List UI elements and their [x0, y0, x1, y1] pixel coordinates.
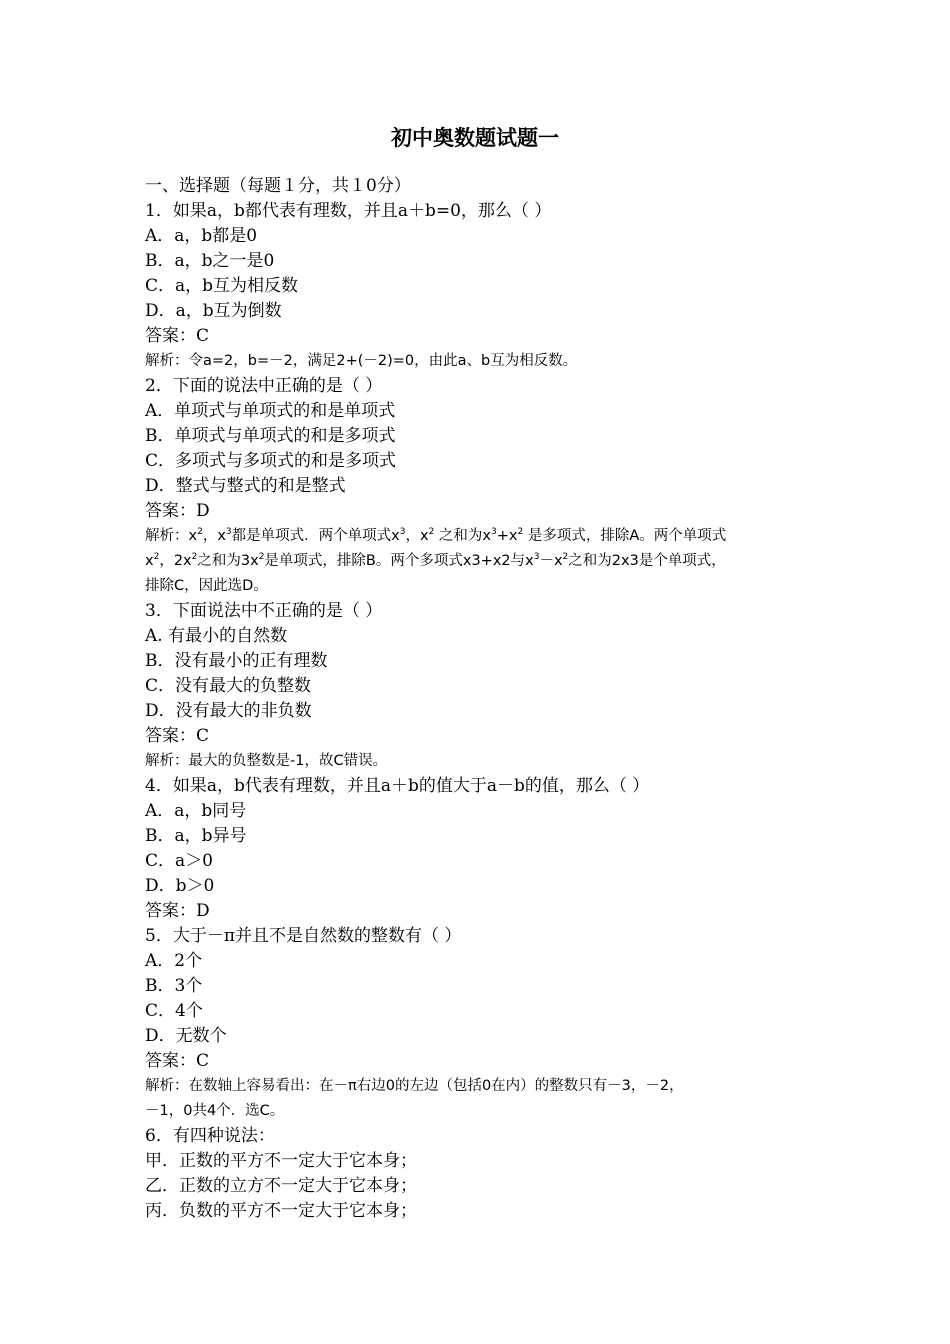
question-1-answer: 答案：C	[145, 326, 210, 346]
question-4-option-b: B．a，b异号	[145, 826, 247, 846]
question-3-option-b: B．没有最小的正有理数	[145, 651, 328, 671]
question-3-answer: 答案：C	[145, 726, 210, 746]
question-3-option-c: C．没有最大的负整数	[145, 676, 312, 696]
question-6-stem: 6．有四种说法：	[145, 1126, 275, 1146]
document-body	[145, 174, 825, 1224]
question-1-option-d: D．a，b互为倒数	[145, 301, 282, 321]
question-4-option-d: D．b＞0	[145, 876, 215, 896]
question-2-option-d: D．整式与整式的和是整式	[145, 476, 346, 496]
question-1-option-b: B．a，b之一是0	[145, 251, 275, 271]
question-1-option-a: A．a，b都是0	[145, 226, 258, 246]
question-2-answer: 答案：D	[145, 501, 210, 521]
question-3-explanation: 解析：最大的负整数是-1，故C错误。	[145, 753, 388, 769]
question-5-option-a: A．2个	[145, 951, 203, 971]
question-4-answer: 答案：D	[145, 901, 210, 921]
question-5-option-b: B．3个	[145, 976, 203, 996]
question-4-option-a: A．a，b同号	[145, 801, 247, 821]
question-2-option-c: C．多项式与多项式的和是多项式	[145, 451, 397, 471]
question-5-answer: 答案：C	[145, 1051, 210, 1071]
question-2-option-a: A．单项式与单项式的和是单项式	[145, 401, 396, 421]
question-1-option-c: C．a，b互为相反数	[145, 276, 299, 296]
question-1-explanation: 解析：令a=2，b=－2，满足2+(－2)=0，由此a、b互为相反数。	[145, 353, 578, 369]
question-2-stem: 2．下面的说法中正确的是（ ）	[145, 376, 383, 396]
question-5-explanation-line-1: 解析：在数轴上容易看出：在－π右边0的左边（包括0在内）的整数只有－3，－2，	[145, 1078, 684, 1094]
question-6-statement-bing: 丙．负数的平方不一定大于它本身；	[145, 1201, 417, 1221]
question-3-option-a: A. 有最小的自然数	[145, 626, 288, 646]
question-4-stem: 4．如果a，b代表有理数，并且a＋b的值大于a－b的值，那么（ ）	[145, 776, 650, 796]
question-1-stem: 1．如果a，b都代表有理数，并且a＋b=0，那么（ ）	[145, 201, 552, 221]
question-2-explanation-line-2: $x^2$，$2x^2$之和为$3x^2$是单项式，排除B。两个多项式x3+x2与$x^3-x^2$之和为2x3是个单项式，	[145, 552, 726, 569]
question-2-explanation-line-1: 解析：$x^2$，$x^3$都是单项式．两个单项式$x^3$，$x^2$ 之和为$x^3+x^2$ 是多项式，排除A。两个单项式	[145, 527, 727, 544]
question-6-statement-yi: 乙．正数的立方不一定大于它本身；	[145, 1176, 417, 1196]
question-5-option-c: C．4个	[145, 1001, 203, 1021]
question-6-statement-jia: 甲．正数的平方不一定大于它本身；	[145, 1151, 417, 1171]
question-4-option-c: C．a＞0	[145, 851, 213, 871]
question-5-stem: 5．大于－π并且不是自然数的整数有（ ）	[145, 926, 462, 946]
question-3-stem: 3．下面说法中不正确的是（ ）	[145, 601, 383, 621]
section-heading: 一、选择题（每题１分，共１0分）	[145, 176, 411, 196]
question-3-option-d: D．没有最大的非负数	[145, 701, 312, 721]
question-2-option-b: B．单项式与单项式的和是多项式	[145, 426, 396, 446]
document-title: 初中奥数题试题一	[391, 126, 559, 150]
question-5-explanation-line-2: －1，0共4个．选C。	[145, 1103, 285, 1119]
question-2-explanation-line-3: 排除C，因此选D。	[145, 578, 268, 594]
question-5-option-d: D．无数个	[145, 1026, 227, 1046]
